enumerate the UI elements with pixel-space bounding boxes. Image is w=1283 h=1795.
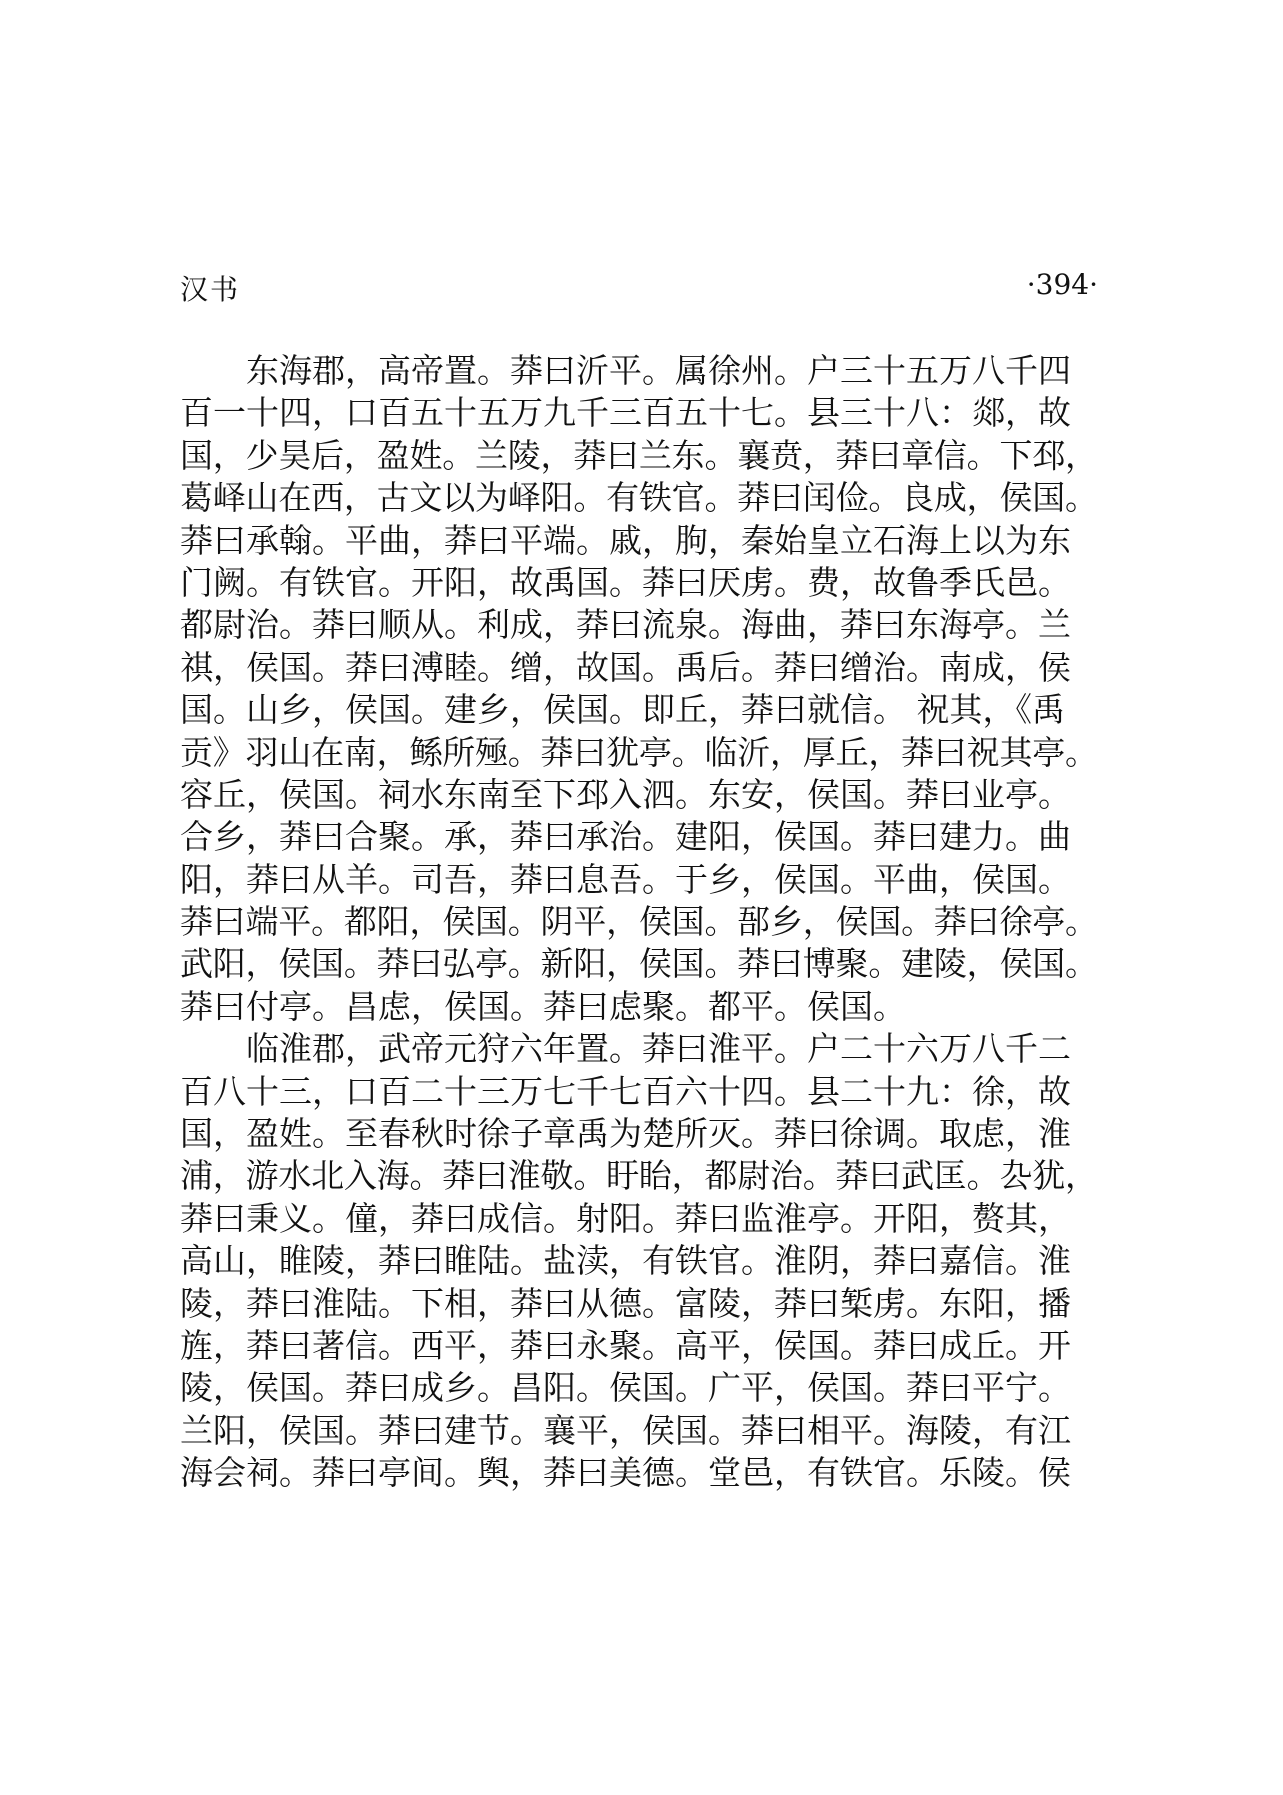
text-line: 兰阳，侯国。莽曰建节。襄平，侯国。莽曰相平。海陵，有江 [180,1410,1071,1450]
text-line: 陵，莽曰淮陆。下相，莽曰从德。富陵，莽曰椠虏。东阳，播 [180,1283,1071,1323]
text-line: 祺，侯国。莽曰溥睦。缯，故国。禹后。莽曰缯治。南成，侯 [180,647,1071,687]
text-line: 莽曰端平。都阳，侯国。阴平，侯国。郚乡，侯国。莽曰徐亭。 [180,902,1098,942]
text-line: 海会祠。莽曰亭间。舆，莽曰美德。堂邑，有铁官。乐陵。侯 [180,1453,1071,1493]
text-line: 都尉治。莽曰顺从。利成，莽曰流泉。海曲，莽曰东海亭。兰 [180,605,1071,645]
text-line: 百一十四，口百五十五万九千三百五十七。县三十八：郯，故 [180,393,1071,433]
text-line: 国。山乡，侯国。建乡，侯国。即丘，莽曰就信。 祝其，《禹 [180,690,1065,730]
text-line: 临淮郡，武帝元狩六年置。莽曰淮平。户二十六万八千二 [246,1029,1071,1069]
text-line: 容丘，侯国。祠水东南至下邳入泗。东安，侯国。莽曰业亭。 [180,774,1071,814]
text-line: 莽曰秉义。僮，莽曰成信。射阳。莽曰监淮亭。开阳，赘其， [180,1198,1071,1238]
text-line: 武阳，侯国。莽曰弘亭。新阳，侯国。莽曰博聚。建陵，侯国。 [180,944,1098,984]
page-number: ·394· [1026,268,1098,301]
text-line: 旌，莽曰著信。西平，莽曰永聚。高平，侯国。莽曰成丘。开 [180,1325,1071,1365]
text-line: 莽曰承翰。平曲，莽曰平端。戚，朐，秦始皇立石海上以为东 [180,520,1071,560]
text-line: 国，盈姓。至春秋时徐子章禹为楚所灭。莽曰徐调。取虑，淮 [180,1114,1071,1154]
text-line: 浦，游水北入海。莽曰淮敬。盱眙，都尉治。莽曰武匡。厹犹， [180,1156,1098,1196]
text-line: 门阙。有铁官。开阳，故禹国。莽曰厌虏。费，故鲁季氏邑。 [180,562,1071,602]
text-line: 东海郡，高帝置。莽曰沂平。属徐州。户三十五万八千四 [246,351,1071,390]
text-line: 高山，睢陵，莽曰睢陆。盐渎，有铁官。淮阴，莽曰嘉信。淮 [180,1241,1071,1281]
text-line: 阳，莽曰从羊。司吾，莽曰息吾。于乡，侯国。平曲，侯国。 [180,859,1071,899]
book-title: 汉书 [180,273,241,306]
text-line: 葛峄山在西，古文以为峄阳。有铁官。莽曰闰俭。良成，侯国。 [180,478,1098,518]
page-header [180,268,1098,312]
text-line: 莽曰付亭。昌虑，侯国。莽曰虑聚。都平。侯国。 [180,986,906,1026]
body-text [180,350,1098,1495]
text-line: 国，少昊后，盈姓。兰陵，莽曰兰东。襄贲，莽曰章信。下邳， [180,435,1098,475]
text-line: 百八十三，口百二十三万七千七百六十四。县二十九：徐，故 [180,1071,1071,1111]
text-line: 陵，侯国。莽曰成乡。昌阳。侯国。广平，侯国。莽曰平宁。 [180,1368,1071,1408]
text-line: 贡》羽山在南，鲧所殛。莽曰犹亭。临沂，厚丘，莽曰祝其亭。 [180,732,1098,772]
text-line: 合乡，莽曰合聚。承，莽曰承治。建阳，侯国。莽曰建力。曲 [180,817,1071,857]
